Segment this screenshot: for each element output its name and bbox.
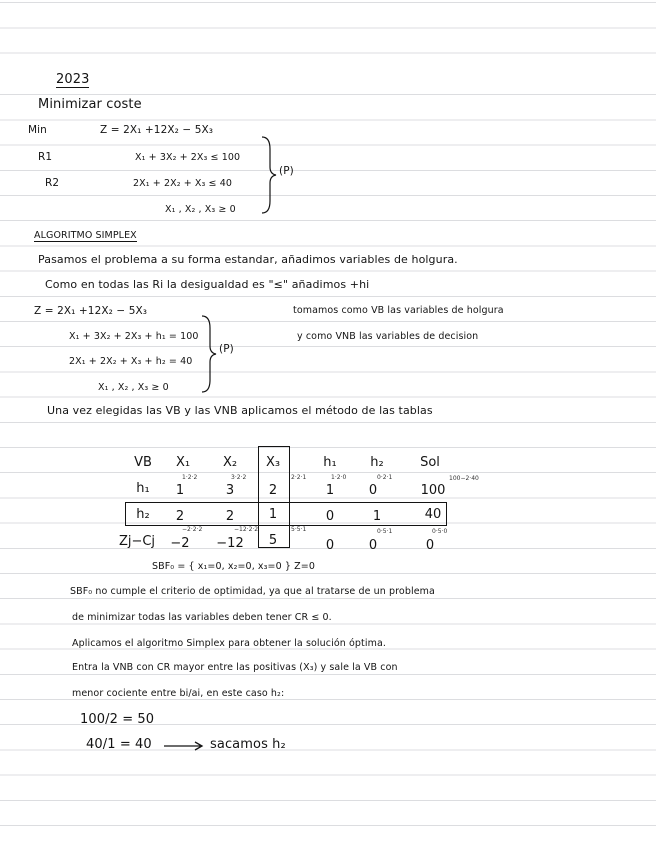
- cell-r3-h2: 0: [368, 538, 378, 553]
- standard-nonnegativity: X₁ , X₂ , X₃ ≥ 0: [98, 382, 169, 393]
- cell-r3-x3: 5: [268, 533, 278, 548]
- note-r1-sol: 100−2·40: [449, 475, 479, 482]
- r1-label: R1: [38, 151, 53, 163]
- note-basic-variables: tomamos como VB las variables de holgura: [293, 305, 504, 316]
- cell-r2-x1: 2: [175, 509, 185, 524]
- cell-r1-x1: 1: [175, 483, 185, 498]
- row-label-h1: h₁: [136, 481, 150, 496]
- objective-function: Z = 2X₁ +12X₂ − 5X₃: [100, 124, 214, 136]
- analysis-line-5: menor cociente entre bi/ai, en este caso h₂:: [72, 688, 285, 699]
- cell-r1-sol: 100: [420, 483, 446, 498]
- note-r1-h2: 0·2·1: [377, 474, 393, 481]
- arrow-right-icon: [163, 741, 205, 751]
- standard-tag: (P): [219, 343, 234, 355]
- constraint-r1: X₁ + 3X₂ + 2X₃ ≤ 100: [135, 152, 241, 163]
- constraint-r2: 2X₁ + 2X₂ + X₃ ≤ 40: [133, 178, 233, 189]
- note-r3-h2: 0·5·0: [432, 528, 448, 535]
- quotient-1: 100/2 = 50: [80, 712, 155, 727]
- cell-r1-x2: 3: [225, 483, 235, 498]
- note-r3-x3: 5·5·1: [291, 526, 307, 533]
- note-nonbasic-variables: y como VNB las variables de decision: [297, 331, 479, 342]
- cell-r1-x3: 2: [268, 483, 278, 498]
- header-sol: Sol: [420, 455, 440, 470]
- brace-icon: [198, 314, 218, 394]
- row-label-zj-cj: Zj−Cj: [118, 534, 156, 549]
- header-x3: X₃: [265, 455, 281, 470]
- note-r3-x2: −12·2·2: [234, 526, 259, 533]
- note-r1-x1: 1·2·2: [182, 474, 198, 481]
- cell-r1-h2: 0: [368, 483, 378, 498]
- analysis-line-1: SBF₀ no cumple el criterio de optimidad, ya que al tratarse de un problema: [70, 586, 435, 597]
- note-r3-h1: 0·5·1: [377, 528, 393, 535]
- simplex-line-2: Como en todas las Ri la desigualdad es "≤" añadimos +hi: [45, 278, 370, 291]
- cell-r1-h1: 1: [325, 483, 335, 498]
- analysis-line-4: Entra la VNB con CR mayor entre las positivas (X₃) y sale la VB con: [72, 662, 398, 673]
- leaving-variable-note: sacamos h₂: [210, 737, 286, 752]
- min-label: Min: [28, 124, 47, 136]
- note-r1-x2: 3·2·2: [231, 474, 247, 481]
- note-r1-x3: 2·2·1: [291, 474, 307, 481]
- row-label-h2: h₂: [136, 507, 150, 522]
- cell-r2-h2: 1: [372, 509, 382, 524]
- problem-tag: (P): [279, 165, 294, 177]
- simplex-heading: ALGORITMO SIMPLEX: [34, 230, 137, 241]
- analysis-line-3: Aplicamos el algoritmo Simplex para obtener la solución óptima.: [72, 638, 386, 649]
- simplex-line-3: Una vez elegidas las VB y las VNB aplicamos el método de las tablas: [47, 404, 433, 417]
- pivot-cell: 1: [268, 507, 278, 522]
- header-x1: X₁: [175, 455, 191, 470]
- header-vb: VB: [134, 455, 152, 470]
- cell-r3-x1: −2: [170, 536, 190, 551]
- cell-r2-sol: 40: [424, 507, 442, 522]
- simplex-line-1: Pasamos el problema a su forma estandar, añadimos variables de holgura.: [38, 253, 458, 266]
- header-h1: h₁: [323, 455, 337, 470]
- r2-label: R2: [45, 177, 60, 189]
- standard-r1: X₁ + 3X₂ + 2X₃ + h₁ = 100: [69, 331, 199, 342]
- cell-r3-h1: 0: [325, 538, 335, 553]
- analysis-line-2: de minimizar todas las variables deben tener CR ≤ 0.: [72, 612, 332, 623]
- quotient-2: 40/1 = 40: [86, 737, 152, 752]
- standard-objective: Z = 2X₁ +12X₂ − 5X₃: [34, 305, 148, 317]
- nonnegativity: X₁ , X₂ , X₃ ≥ 0: [165, 204, 236, 215]
- cell-r2-h1: 0: [325, 509, 335, 524]
- year-heading: 2023: [56, 72, 90, 87]
- brace-icon: [258, 135, 278, 215]
- note-r1-h1: 1·2·0: [331, 474, 347, 481]
- cell-r2-x2: 2: [225, 509, 235, 524]
- header-h2: h₂: [370, 455, 384, 470]
- initial-solution: SBF₀ = { x₁=0, x₂=0, x₃=0 } Z=0: [152, 561, 315, 572]
- header-x2: X₂: [222, 455, 238, 470]
- problem-goal: Minimizar coste: [38, 97, 142, 112]
- cell-r3-sol: 0: [425, 538, 435, 553]
- standard-r2: 2X₁ + 2X₂ + X₃ + h₂ = 40: [69, 356, 193, 367]
- note-r3-x1: −2·2·2: [182, 526, 203, 533]
- cell-r3-x2: −12: [216, 536, 244, 551]
